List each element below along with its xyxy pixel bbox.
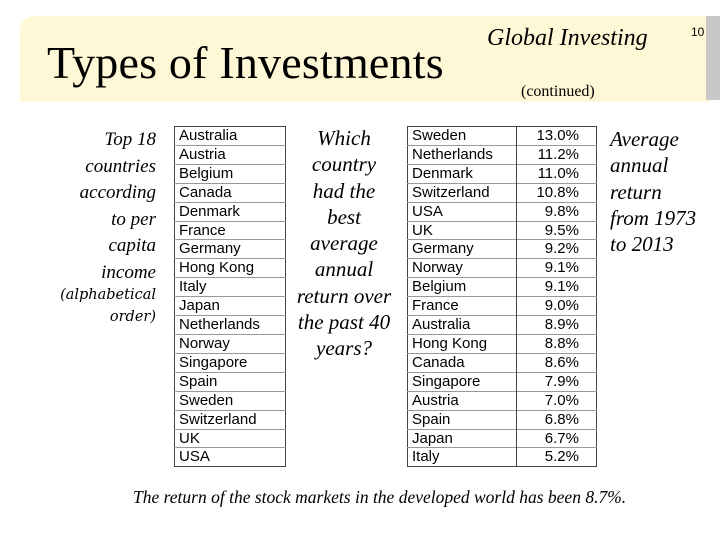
- country-cell: France: [175, 221, 286, 240]
- question-line: country: [311, 152, 377, 177]
- left-caption-line: capita: [108, 235, 156, 256]
- country-cell: Sweden: [412, 127, 467, 144]
- left-note-line: order): [109, 309, 156, 325]
- left-caption-line: according: [79, 182, 156, 203]
- table-row: [408, 259, 597, 278]
- table-row: [175, 297, 286, 316]
- country-cell: Netherlands: [408, 145, 517, 164]
- country-cell: Spain: [175, 372, 286, 391]
- returns-table: [407, 126, 597, 467]
- slide-title: Types of Investments: [47, 37, 444, 88]
- table-row: [408, 316, 597, 335]
- table-row: [175, 429, 286, 448]
- table-row: [408, 372, 597, 391]
- return-cell: 5.2%: [517, 448, 597, 467]
- question-line: annual: [314, 257, 374, 282]
- table-row: [408, 353, 597, 372]
- country-cell: Canada: [175, 183, 286, 202]
- question-line: return over: [296, 283, 392, 308]
- country-cell: Spain: [408, 410, 517, 429]
- table-row: [175, 391, 286, 410]
- country-cell: Australia: [408, 316, 517, 335]
- footnote: The return of the stock markets in the developed world has been 8.7%.: [133, 487, 627, 507]
- country-cell: Hong Kong: [408, 334, 517, 353]
- table-row: [175, 410, 286, 429]
- return-cell: 9.1%: [517, 278, 597, 297]
- question-line: best: [327, 204, 361, 229]
- return-cell: 7.9%: [517, 372, 597, 391]
- country-cell: Switzerland: [175, 410, 286, 429]
- table-row: [175, 202, 286, 221]
- left-caption: [58, 127, 156, 286]
- question-text: [290, 125, 398, 362]
- right-caption-line: to 2013: [610, 232, 674, 257]
- countries-alphabetical-table: [174, 126, 286, 467]
- return-cell: 11.0%: [517, 164, 597, 183]
- table-row: [408, 410, 597, 429]
- country-cell: Italy: [408, 448, 517, 467]
- country-cell: France: [408, 297, 517, 316]
- return-cell: 9.8%: [517, 202, 597, 221]
- right-caption-line: annual: [610, 153, 669, 178]
- return-cell: 9.5%: [517, 221, 597, 240]
- section-subtitle: (continued): [521, 83, 595, 100]
- return-cell: 8.8%: [517, 334, 597, 353]
- right-caption-line: return: [610, 179, 662, 204]
- question-line: the past 40: [297, 310, 391, 335]
- table-row: [408, 334, 597, 353]
- right-caption-line: Average: [610, 127, 679, 151]
- return-cell: 7.0%: [517, 391, 597, 410]
- country-cell: Netherlands: [175, 316, 286, 335]
- question-line: years?: [316, 336, 372, 361]
- table-row: [175, 145, 286, 164]
- return-cell: 9.0%: [517, 297, 597, 316]
- country-cell: UK: [408, 221, 517, 240]
- return-cell: 8.6%: [517, 353, 597, 372]
- table-row: [408, 127, 597, 146]
- table-row: [175, 448, 286, 467]
- table-row: [175, 183, 286, 202]
- table-row: [408, 391, 597, 410]
- country-cell: Hong Kong: [175, 259, 286, 278]
- table-row: [175, 334, 286, 353]
- country-cell: Germany: [408, 240, 517, 259]
- country-cell: USA: [175, 448, 286, 467]
- table-row: [408, 183, 597, 202]
- table-row: [408, 240, 597, 259]
- right-caption: [610, 126, 714, 257]
- table-row: [175, 316, 286, 335]
- question-line: Which: [317, 126, 371, 150]
- country-cell: Germany: [175, 240, 286, 259]
- country-cell: Australia: [179, 127, 238, 144]
- return-cell: 8.9%: [517, 316, 597, 335]
- country-cell: Sweden: [175, 391, 286, 410]
- return-cell: 6.7%: [517, 429, 597, 448]
- return-cell: 9.2%: [517, 240, 597, 259]
- country-cell: Singapore: [408, 372, 517, 391]
- country-cell: Switzerland: [408, 183, 517, 202]
- country-cell: Canada: [408, 353, 517, 372]
- left-caption-line: countries: [85, 155, 156, 177]
- country-cell: Denmark: [175, 202, 286, 221]
- table-row: [408, 221, 597, 240]
- table-row: [175, 127, 286, 146]
- table-row: [408, 202, 597, 221]
- country-cell: Singapore: [175, 353, 286, 372]
- return-cell: 13.0%: [517, 127, 597, 146]
- country-cell: Belgium: [175, 164, 286, 183]
- header-shadow: [706, 16, 720, 100]
- right-caption-line: from 1973: [610, 205, 697, 230]
- table-row: [408, 145, 597, 164]
- question-line: had the: [312, 178, 376, 203]
- country-cell: USA: [408, 202, 517, 221]
- table-row: [175, 353, 286, 372]
- country-cell: Japan: [408, 429, 517, 448]
- page-number: 10: [691, 25, 705, 39]
- question-line: average: [310, 231, 378, 256]
- country-cell: Denmark: [408, 164, 517, 183]
- table-row: [175, 240, 286, 259]
- country-cell: Austria: [175, 145, 286, 164]
- left-caption-line: income: [101, 261, 156, 283]
- left-note-line: (alphabetical: [60, 287, 156, 303]
- left-caption-line: to per: [111, 208, 156, 230]
- country-cell: Norway: [175, 334, 286, 353]
- section-title: Global Investing: [487, 25, 648, 51]
- table-row: [175, 278, 286, 297]
- table-row: [408, 448, 597, 467]
- country-cell: Belgium: [408, 278, 517, 297]
- table-row: [408, 429, 597, 448]
- country-cell: UK: [175, 429, 286, 448]
- table-row: [175, 164, 286, 183]
- table-row: [408, 278, 597, 297]
- table-row: [408, 164, 597, 183]
- return-cell: 11.2%: [517, 145, 597, 164]
- return-cell: 9.1%: [517, 259, 597, 278]
- return-cell: 10.8%: [517, 183, 597, 202]
- table-row: [175, 221, 286, 240]
- table-row: [408, 297, 597, 316]
- country-cell: Japan: [175, 297, 286, 316]
- country-cell: Austria: [408, 391, 517, 410]
- table-row: [175, 259, 286, 278]
- left-caption-line: Top 18: [104, 129, 156, 150]
- table-row: [175, 372, 286, 391]
- left-note: [56, 284, 156, 328]
- country-cell: Norway: [408, 259, 517, 278]
- country-cell: Italy: [175, 278, 286, 297]
- return-cell: 6.8%: [517, 410, 597, 429]
